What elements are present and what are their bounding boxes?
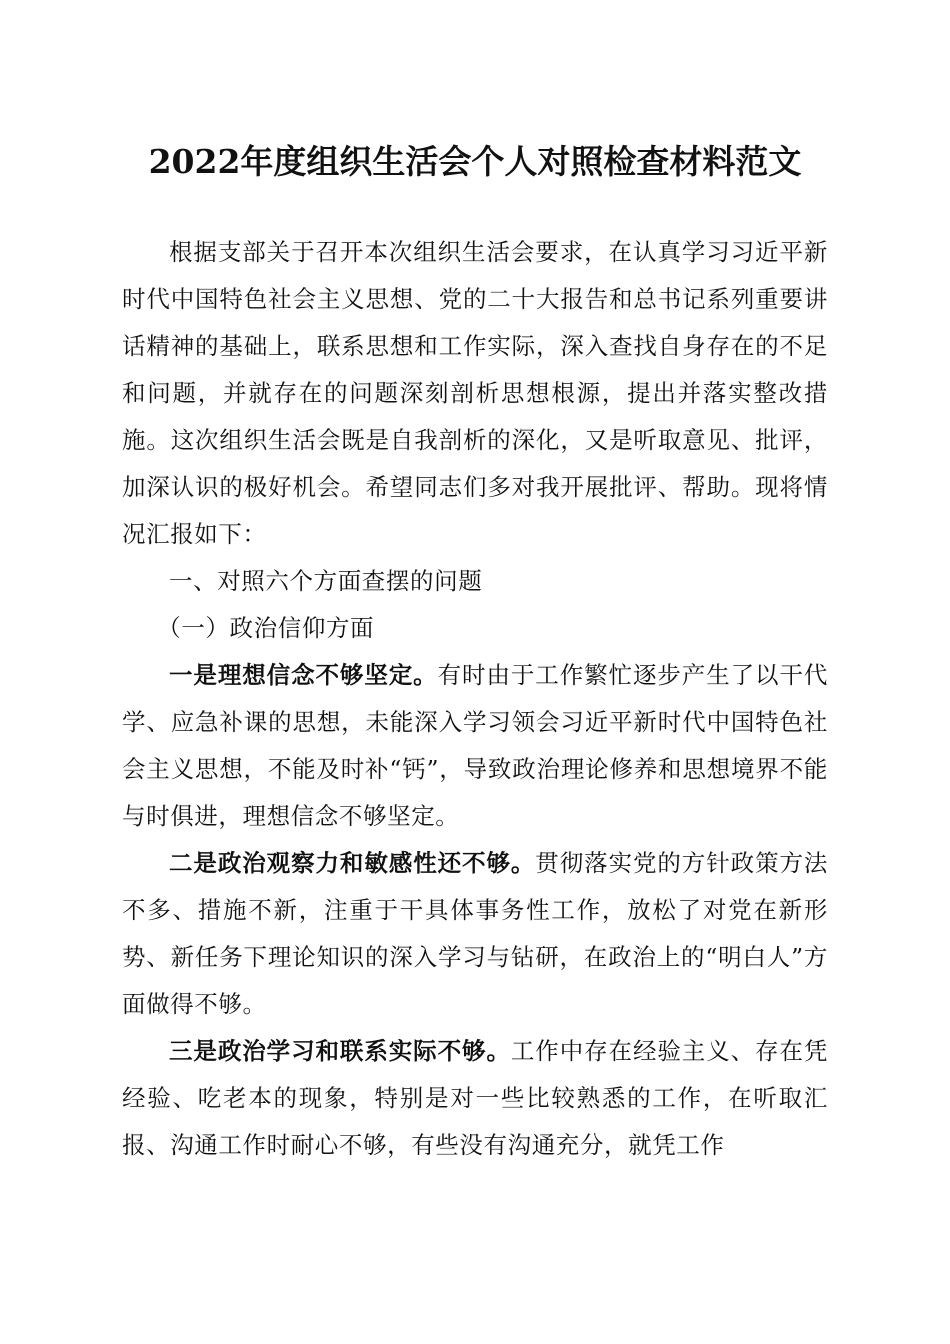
document-body [122,229,828,1169]
item-paragraph-2 [122,840,828,1028]
item-text-3: 工作中存在经验主义、存在凭经验、吃老本的现象，特别是对一些比较熟悉的工作，在听取汇报、沟通工作时耐心不够，有些没有沟通充分，就凭工作 [122,1037,828,1159]
item-paragraph-3 [122,1028,828,1169]
section-heading: 一、对照六个方面查摆的问题 [169,567,483,595]
item-lead-3: 三是政治学习和联系实际不够。 [169,1037,511,1065]
subsection-heading: （一）政治信仰方面 [157,614,375,642]
item-paragraph-1 [122,652,828,840]
item-text-1: 有时由于工作繁忙逐步产生了以干代学、应急补课的思想，未能深入学习领会习近平新时代中国特色社会主义思想，不能及时补“钙”，导致政治理论修养和思想境界不能与时俱进，理想信念不够坚定。 [122,661,828,830]
document-title: 2022年度组织生活会个人对照检查材料范文 [148,142,802,181]
item-lead-1: 一是理想信念不够坚定。 [169,661,438,689]
item-text-2: 贯彻落实党的方针政策方法不多、措施不新，注重于干具体事务性工作，放松了对党在新形势、新任务下理论知识的深入学习与钻研，在政治上的“明白人”方面做得不够。 [122,849,829,1018]
item-lead-2: 二是政治观察力和敏感性还不够。 [169,849,536,877]
intro-paragraph: 根据支部关于召开本次组织生活会要求，在认真学习习近平新时代中国特色社会主义思想、党的二十大报告和总书记系列重要讲话精神的基础上，联系思想和工作实际，深入查找自身存在的不足和问题，并就存在的问题深刻剖析思想根源，提出并落实整改措施。这次组织生活会既是自我剖析的深化，又是听取意见、批评，加深认识的极好机会。希望同志们多对我开展批评、帮助。现将情况汇报如下： [122,238,828,548]
